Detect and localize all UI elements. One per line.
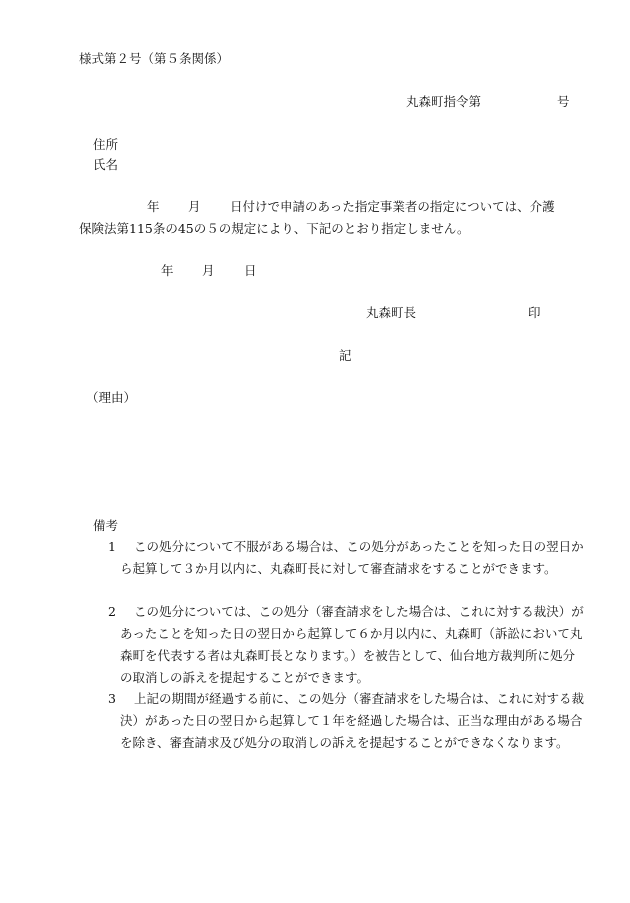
remarks-item-number: 1 xyxy=(108,539,116,554)
remarks-title: 備考 xyxy=(93,518,119,533)
reason-label: （理由） xyxy=(86,390,137,405)
remarks-item-text: この処分について不服がある場合は、この処分があったことを知った日の翌日から起算して３か月以内に、丸森町長に対して審査請求をすることができます。 xyxy=(120,539,584,576)
issue-month-label: 月 xyxy=(202,263,215,278)
remarks-item-text: 上記の期間が経過する前に、この処分（審査請求をした場合は、これに対する裁決）があった日の翌日から起算して１年を経過した場合は、正当な理由がある場合を除き、審査請求及び処分の取消しの訴えを提起することができなくなります。 xyxy=(120,691,585,750)
order-number-suffix: 号 xyxy=(557,94,570,109)
issue-year-label: 年 xyxy=(161,263,174,278)
remarks-item-number: 2 xyxy=(108,604,116,619)
remarks-item-number: 3 xyxy=(108,691,116,706)
issue-day-label: 日 xyxy=(244,263,257,278)
body-year-label: 年 xyxy=(147,199,160,214)
body-month-label: 月 xyxy=(188,199,201,214)
body-text-line1: 日付けで申請のあった指定事業者の指定については、介護 xyxy=(230,199,555,214)
remarks-item-text: この処分については、この処分（審査請求をした場合は、これに対する裁決）があったことを知った日の翌日から起算して６か月以内に、丸森町（訴訟において丸森町を代表する者は丸森町長となります。）を被告として、仙台地方裁判所に処分の取消しの訴えを提起することができます。 xyxy=(120,604,584,685)
form-label: 様式第２号（第５条関係） xyxy=(79,51,230,66)
seal-mark: 印 xyxy=(528,305,541,320)
order-number-prefix: 丸森町指令第 xyxy=(406,94,482,109)
issuer-title: 丸森町長 xyxy=(366,305,417,320)
name-label: 氏名 xyxy=(93,157,119,172)
address-label: 住所 xyxy=(93,137,119,152)
ki-heading: 記 xyxy=(339,348,352,363)
body-text-line2: 保険法第115条の45の５の規定により、下記のとおり指定しません。 xyxy=(79,221,470,236)
